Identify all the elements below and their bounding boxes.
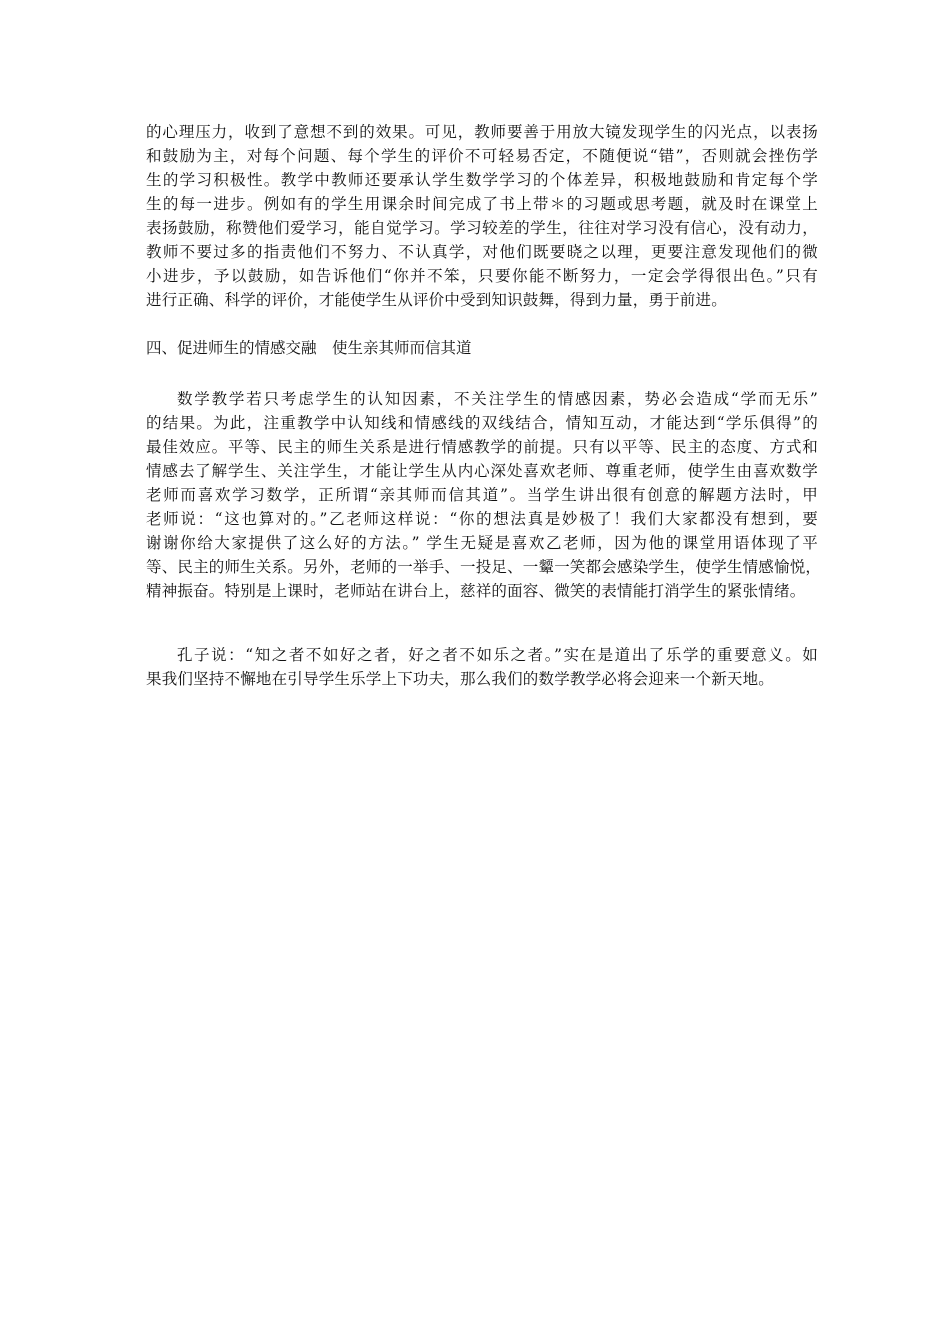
paragraph-evaluation: [146, 120, 818, 312]
text-line: 教师不要过多的指责他们不努力、不认真学，对他们既要晓之以理，更要注意发现他们的微: [146, 243, 818, 261]
text-line: 老师而喜欢学习数学，正所谓“亲其师而信其道”。当学生讲出很有创意的解题方法时，甲: [146, 486, 818, 504]
text-line: 等、民主的师生关系。另外，老师的一举手、一投足、一颦一笑都会感染学生，使学生情感愉悦，: [146, 558, 822, 576]
section-heading: 四、促进师生的情感交融 使生亲其师而信其道: [146, 339, 472, 357]
paragraph-confucius: [146, 643, 818, 691]
text-line: 精神振奋。特别是上课时，老师站在讲台上，慈祥的面容、微笑的表情能打消学生的紧张情绪。: [146, 582, 806, 600]
text-line: 谢谢你给大家提供了这么好的方法。” 学生无疑是喜欢乙老师，因为他的课堂用语体现了平: [146, 534, 818, 552]
text-line: 小进步，予以鼓励，如告诉他们“你并不笨，只要你能不断努力，一定会学得很出色。”只有: [146, 267, 818, 285]
text-line: 最佳效应。平等、民主的师生关系是进行情感教学的前提。只有以平等、民主的态度、方式和: [146, 438, 818, 456]
text-line: 情感去了解学生、关注学生，才能让学生从内心深处喜欢老师、尊重老师，使学生由喜欢数学: [146, 462, 818, 480]
text-line: 和鼓励为主，对每个问题、每个学生的评价不可轻易否定，不随便说“错”，否则就会挫伤学: [146, 147, 818, 165]
text-line: 的心理压力，收到了意想不到的效果。可见，教师要善于用放大镜发现学生的闪光点，以表扬: [146, 123, 818, 141]
text-line: 表扬鼓励，称赞他们爱学习，能自觉学习。学习较差的学生，往往对学习没有信心，没有动力，: [146, 219, 818, 237]
document-page: [146, 120, 822, 691]
text-line: 老师说：“这也算对的。”乙老师这样说：“你的想法真是妙极了！我们大家都没有想到，要: [146, 510, 818, 528]
text-line: 生的每一进步。例如有的学生用课余时间完成了书上带＊的习题或思考题，就及时在课堂上: [146, 195, 818, 213]
text-line: 数学教学若只考虑学生的认知因素，不关注学生的情感因素，势必会造成“学而无乐”: [177, 390, 818, 408]
text-line: 孔子说：“知之者不如好之者，好之者不如乐之者。”实在是道出了乐学的重要意义。如: [177, 646, 818, 664]
text-line: 果我们坚持不懈地在引导学生乐学上下功夫，那么我们的数学教学必将会迎来一个新天地。: [146, 670, 775, 688]
text-line: 生的学习积极性。教学中教师还要承认学生数学学习的个体差异，积极地鼓励和肯定每个学: [146, 171, 818, 189]
text-line: 的结果。为此，注重教学中认知线和情感线的双线结合，情知互动，才能达到“学乐俱得”的: [146, 414, 818, 432]
text-line: 进行正确、科学的评价，才能使学生从评价中受到知识鼓舞，得到力量，勇于前进。: [146, 291, 727, 309]
paragraph-emotion: [146, 387, 822, 603]
